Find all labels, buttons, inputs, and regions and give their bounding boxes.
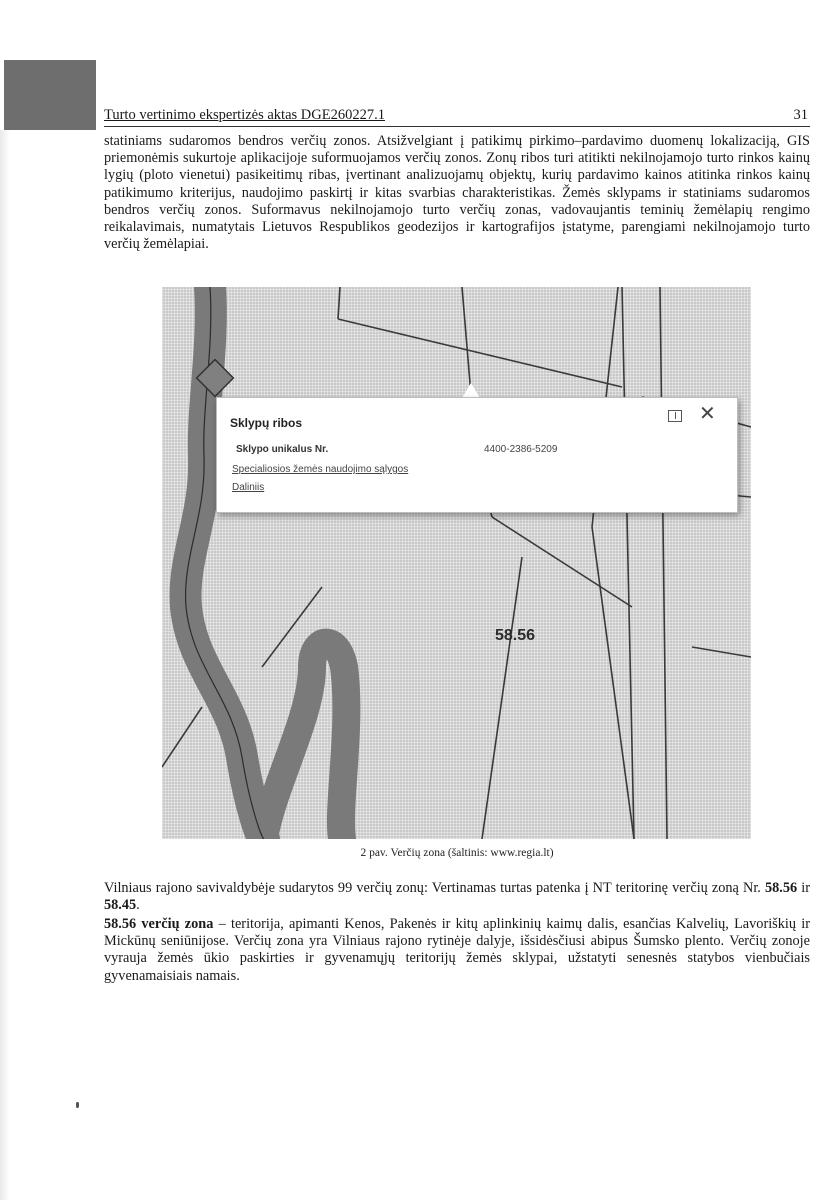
parcel-id-label: Sklypo unikalus Nr. bbox=[236, 444, 329, 455]
page-number: 31 bbox=[793, 107, 808, 123]
sentence-end: . bbox=[136, 897, 140, 914]
zone-number-a: 58.56 bbox=[764, 880, 798, 896]
parcel-id-value: 4400-2386-5209 bbox=[484, 444, 558, 455]
zone-description: – teritorija, apimanti Kenos, Pakenės ir kitų aplinkinių kaimų dalis, esančias Kalvelių, Lavoriškių ir Mickūnų seniūnijose. Verčių zona yra Vilniaus rajono rytinėje dalyje, išsidėsčiusi abipus Šumsko plento. Verčių zonoje vyrauja žemės ūkio paskirties ir gyvenamųjų teritorijų žemės sklypai, užstatyti senesnės statybos vienbučiais gyvenamaisiais namais. bbox=[104, 916, 810, 984]
close-icon[interactable]: ✕ bbox=[699, 403, 716, 425]
map-graphics bbox=[162, 287, 751, 839]
zone-heading: 58.56 verčių zona bbox=[104, 916, 214, 932]
body-paragraph-1: statiniams sudaromos bendros verčių zonos. Atsižvelgiant į patikimų pirkimo–pardavimo duomenų lokalizaciją, GIS priemonėmis sukurtoje aplikacijoje suformuojamos verčių zonos. Zonų ribos turi atitikti nekilnojamojo turto rinkos kainų lygių (ploto vienetui) pasikeitimų ribas, įvertinant analizuojamų objektų, kurių pardavimo kainos atitinka rinkos kainų patikimumo kriterijus, naudojimo paskirtį ir kitas svarbias charakteristikas. Žemės sklypams ir statiniams sudaromos bendros verčių zonos. Suformavus nekilnojamojo turto verčių zonas, vadovaujantis teminių žemėlapių rengimo reikalavimais, numatytais Lietuvos Respublikos geodezijos ir kartografijos įstatyme, parengiami nekilnojamojo turto verčių žemėlapiai. bbox=[104, 133, 810, 253]
popup-title: Sklypų ribos bbox=[230, 416, 303, 430]
body-paragraph-2 bbox=[104, 880, 810, 914]
partial-link[interactable]: Daliniis bbox=[232, 482, 265, 493]
page-header bbox=[104, 106, 810, 127]
zone-number-b: 58.45 bbox=[104, 897, 137, 914]
paragraph-text: Vilniaus rajono savivaldybėje sudarytos 99 verčių zonų: Vertinamas turtas patenka į NT teritorinę verčių zoną Nr. bbox=[104, 880, 765, 896]
joiner-text: ir bbox=[797, 880, 810, 896]
popup-pointer bbox=[462, 383, 480, 398]
document-title: Turto vertinimo ekspertizės aktas DGE260227.1 bbox=[104, 107, 385, 123]
expand-icon[interactable] bbox=[668, 410, 682, 422]
figure-caption: 2 pav. Verčių zona (šaltinis: www.regia.lt) bbox=[360, 847, 554, 859]
value-zone-map bbox=[162, 287, 751, 839]
scan-speck bbox=[76, 1102, 79, 1108]
body-paragraph-3 bbox=[104, 916, 810, 985]
parcel-info-popup bbox=[216, 397, 738, 513]
scan-artifact bbox=[4, 60, 96, 130]
zone-value-label: 58.56 bbox=[495, 627, 536, 644]
special-conditions-link[interactable]: Specialiosios žemės naudojimo sąlygos bbox=[232, 464, 409, 475]
scan-edge-shadow bbox=[0, 130, 10, 1200]
